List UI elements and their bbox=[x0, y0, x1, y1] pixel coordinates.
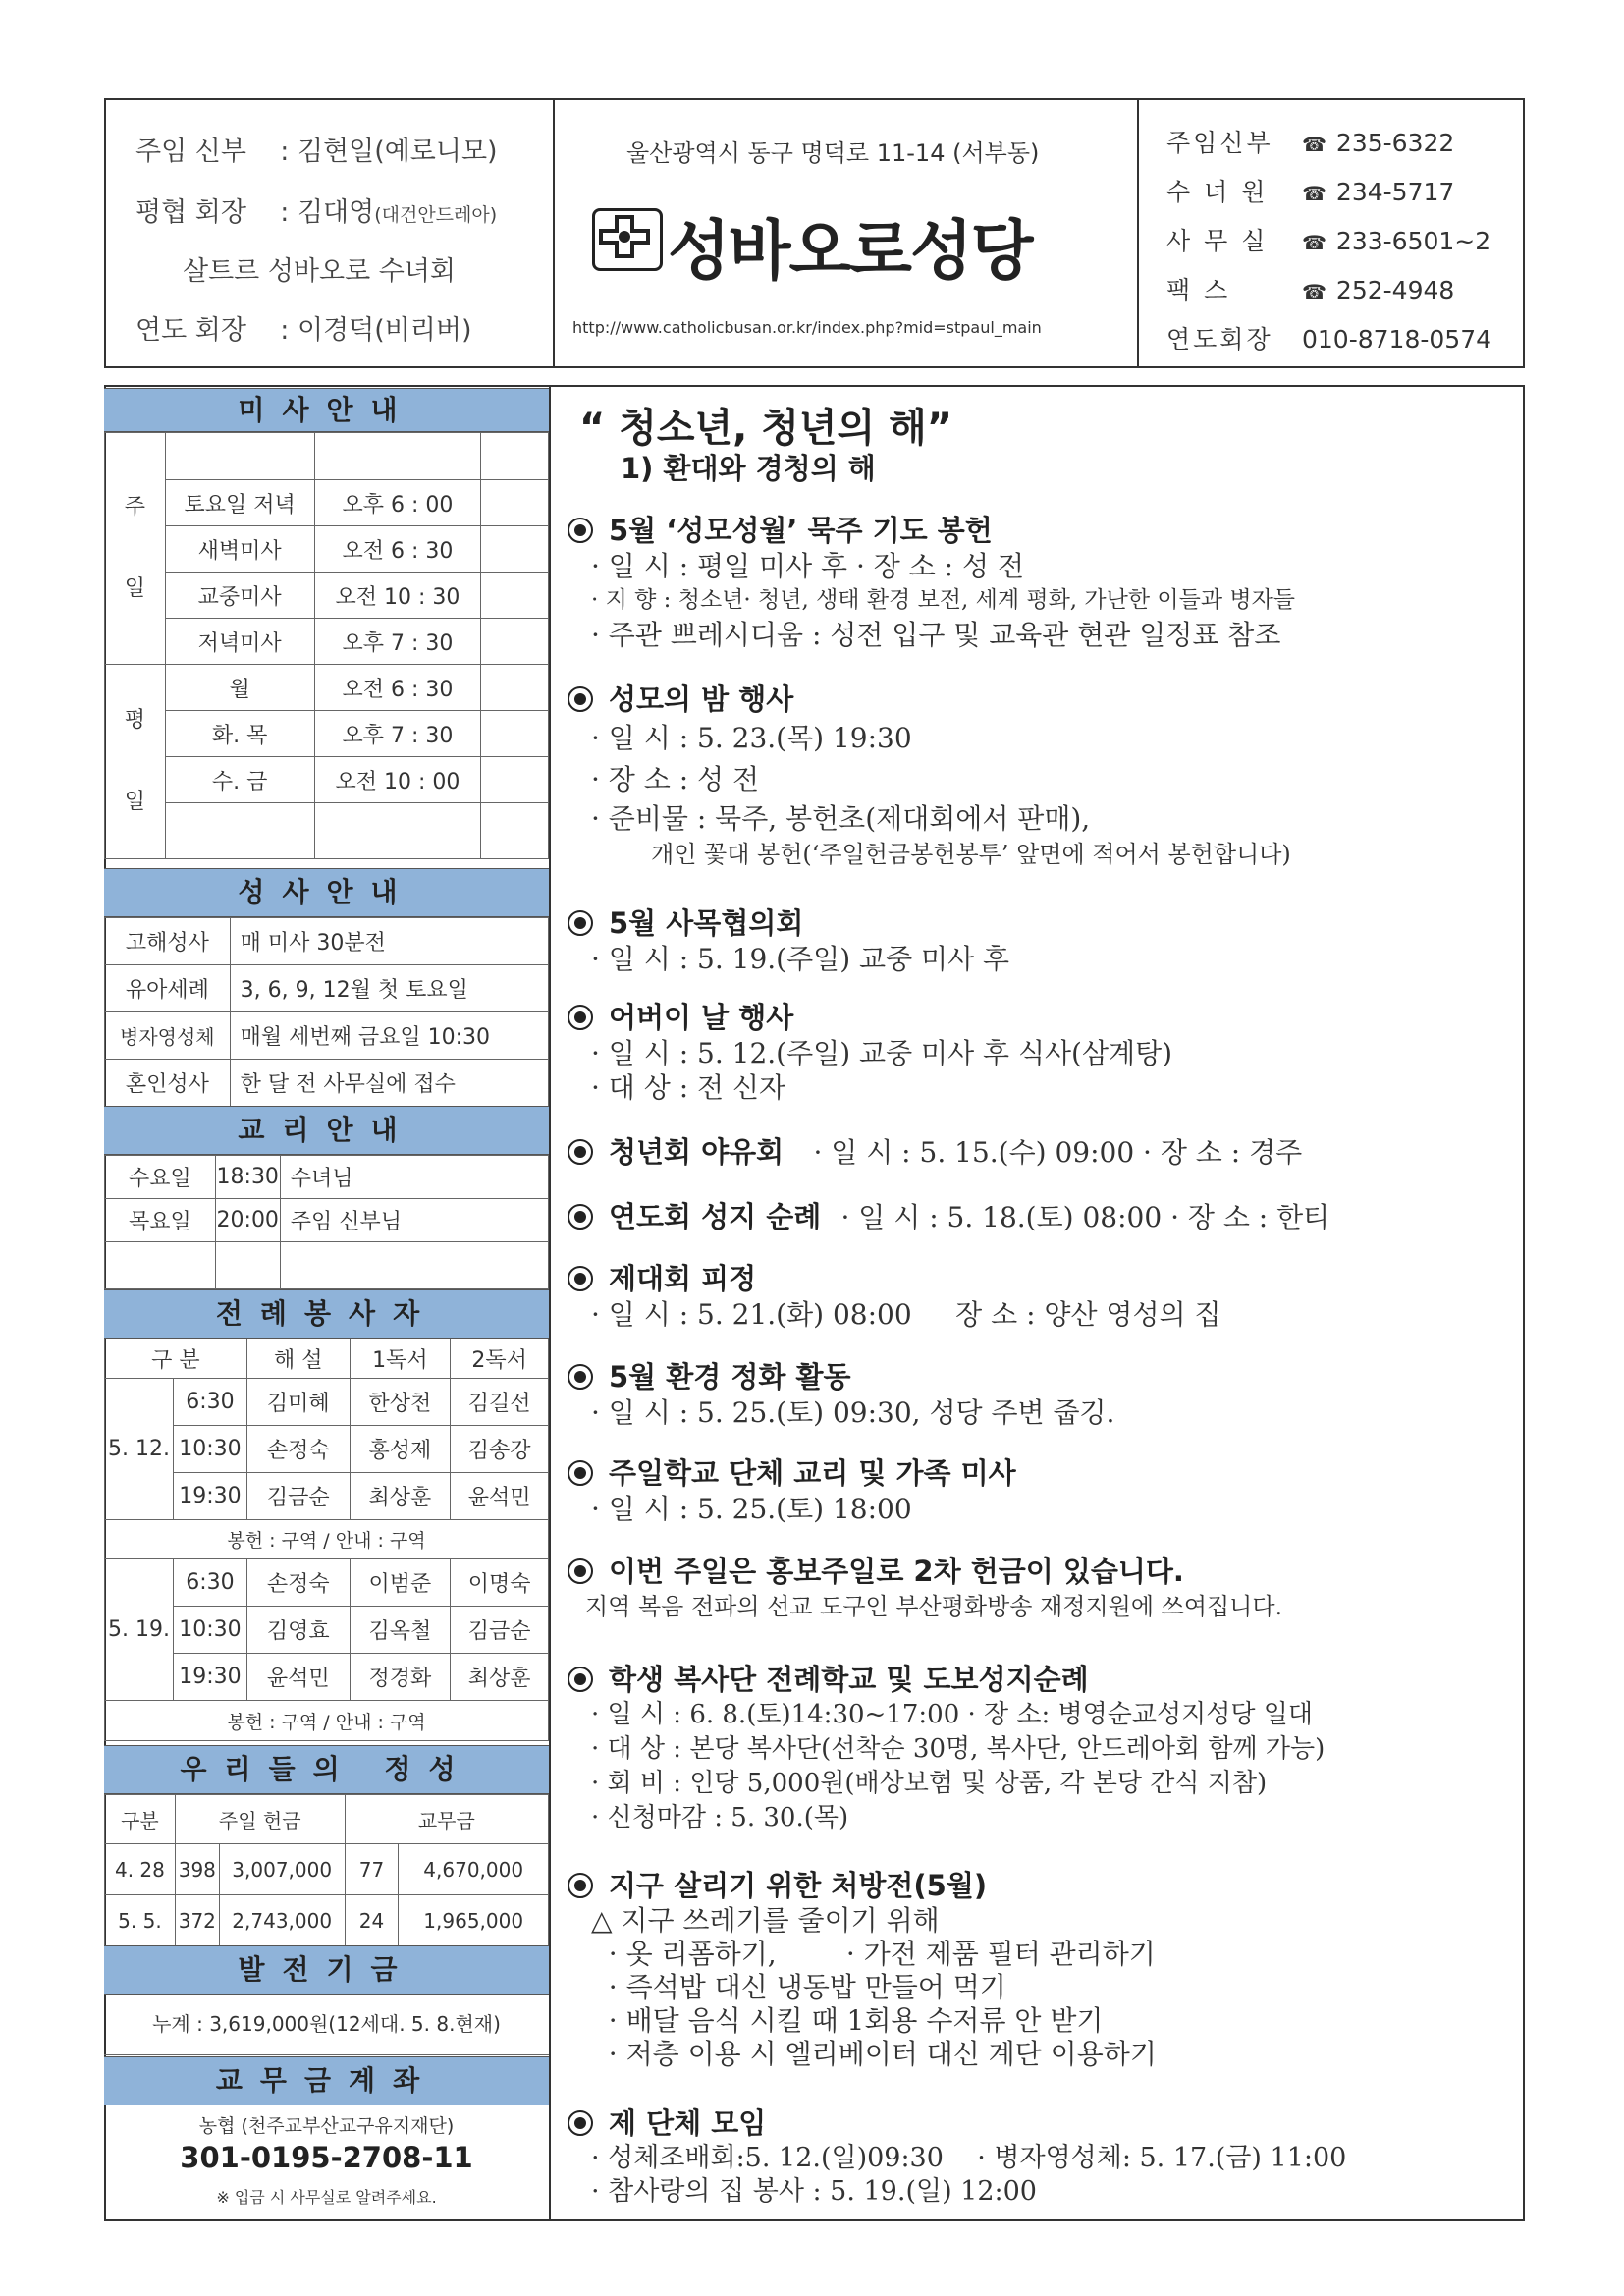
table-row bbox=[105, 1060, 549, 1107]
notice-heading: 청년회 야유회 · 일 시 : 5. 15.(수) 09:00 · 장 소 : 경주 bbox=[568, 1130, 1520, 1171]
notice-second-collection bbox=[568, 1550, 1520, 1624]
table-cell: 오후 7 : 30 bbox=[314, 711, 481, 757]
table-row bbox=[105, 711, 549, 757]
church-logo-icon bbox=[592, 208, 663, 271]
table-cell bbox=[314, 803, 481, 859]
table-cell: 오전 10 : 00 bbox=[314, 757, 481, 803]
table-cell: 주임 신부님 bbox=[280, 1199, 548, 1242]
notice-cleanup bbox=[568, 1355, 1520, 1430]
table-row bbox=[105, 1339, 549, 1379]
table-cell bbox=[165, 433, 314, 480]
table-cell: 화. 목 bbox=[165, 711, 314, 757]
table-cell: 1,965,000 bbox=[399, 1895, 549, 1946]
table-cell: 최상훈 bbox=[451, 1654, 549, 1701]
table-row bbox=[105, 480, 549, 526]
notice-heading: 5월 환경 정화 활동 bbox=[568, 1355, 1520, 1395]
notice-pilgrimage bbox=[568, 1195, 1520, 1235]
phone-icon: ☎ bbox=[1302, 280, 1326, 303]
table-cell bbox=[314, 433, 481, 480]
table-cell: 김송강 bbox=[451, 1426, 549, 1473]
table-row bbox=[105, 665, 549, 711]
notice-line: · 저층 이용 시 엘리베이터 대신 계단 이용하기 bbox=[591, 2038, 1157, 2070]
header-box bbox=[104, 98, 1525, 368]
bullet-icon bbox=[568, 1204, 593, 1230]
account-note: ※ 입금 시 사무실로 알려주세요. bbox=[216, 2188, 437, 2207]
notice-group-meetings bbox=[568, 2102, 1520, 2209]
table-cell: 김금순 bbox=[246, 1473, 350, 1520]
table-cell: 윤석민 bbox=[451, 1473, 549, 1520]
notice-line: · 장 소 : 성 전 bbox=[591, 763, 760, 795]
table-cell: 매 미사 30분전 bbox=[230, 918, 548, 965]
table-cell: 교무금 bbox=[345, 1795, 548, 1844]
table-cell bbox=[481, 526, 549, 573]
table-cell: 한 달 전 사무실에 접수 bbox=[230, 1060, 548, 1107]
table-cell: 목요일 bbox=[105, 1199, 216, 1242]
table-cell: 유아세례 bbox=[105, 965, 231, 1012]
table-row bbox=[105, 573, 549, 619]
table-cell bbox=[280, 1242, 548, 1289]
table-cell: 구 분 bbox=[105, 1339, 247, 1379]
table-row bbox=[105, 803, 549, 859]
bullet-icon bbox=[568, 1667, 593, 1692]
fund-title: 발전기금 bbox=[104, 1945, 549, 1995]
notice-line: △ 지구 쓰레기를 줄이기 위해 bbox=[591, 1904, 940, 1937]
table-cell: 수. 금 bbox=[165, 757, 314, 803]
contact-convent: 수 녀 원 ☎ 234-5717 bbox=[1166, 178, 1455, 206]
notice-heading: 제대회 피정 bbox=[568, 1257, 1520, 1297]
notice-line: · 참사랑의 집 봉사 : 5. 19.(일) 12:00 bbox=[591, 2176, 1037, 2207]
notice-line: · 대 상 : 본당 복사단(선착순 30명, 복사단, 안드레아회 함께 가능) bbox=[591, 1734, 1326, 1764]
table-cell bbox=[105, 1242, 216, 1289]
table-cell: 5. 5. bbox=[105, 1895, 176, 1946]
notice-heading: 연도회 성지 순례 · 일 시 : 5. 18.(토) 08:00 · 장 소 : 한티 bbox=[568, 1195, 1520, 1235]
table-cell: 김길선 bbox=[451, 1379, 549, 1426]
table-cell: 오후 6 : 00 bbox=[314, 480, 481, 526]
table-cell bbox=[481, 619, 549, 665]
bullet-icon bbox=[568, 1005, 593, 1030]
fund-total: 누계 : 3,619,000원(12세대. 5. 8.현재) bbox=[104, 1995, 549, 2055]
table-cell: 한상천 bbox=[350, 1379, 451, 1426]
table-row bbox=[105, 1520, 549, 1559]
table-row bbox=[105, 619, 549, 665]
contact-office: 사 무 실 ☎ 233-6501~2 bbox=[1166, 227, 1491, 255]
table-row bbox=[105, 1242, 549, 1289]
notice-heading: 제 단체 모임 bbox=[568, 2102, 1520, 2142]
table-cell: 372 bbox=[175, 1895, 219, 1946]
sacraments-table bbox=[104, 917, 549, 1107]
table-cell: 5. 12. bbox=[105, 1379, 174, 1520]
bullet-icon bbox=[568, 1364, 593, 1390]
table-cell: 4,670,000 bbox=[399, 1844, 549, 1895]
table-cell: 봉헌 : 구역 / 안내 : 구역 bbox=[105, 1520, 549, 1559]
table-cell: 6:30 bbox=[173, 1379, 246, 1426]
table-row bbox=[105, 1559, 549, 1607]
notice-line: · 대 상 : 전 신자 bbox=[591, 1071, 786, 1104]
notice-sunday-school bbox=[568, 1451, 1520, 1526]
notice-line: · 회 비 : 인당 5,000원(배상보험 및 상품, 각 본당 간식 지참) bbox=[591, 1769, 1268, 1798]
account-number: 301-0195-2708-11 bbox=[180, 2141, 473, 2174]
table-cell: 새벽미사 bbox=[165, 526, 314, 573]
table-row bbox=[105, 433, 549, 480]
table-cell: 오후 7 : 30 bbox=[314, 619, 481, 665]
table-cell: 교중미사 bbox=[165, 573, 314, 619]
table-cell: 김옥철 bbox=[350, 1607, 451, 1654]
table-cell: 해 설 bbox=[246, 1339, 350, 1379]
weekday-label: 평 일 bbox=[105, 665, 166, 859]
sacraments-title: 성사안내 bbox=[104, 868, 549, 917]
notice-heading: 이번 주일은 홍보주일로 2차 헌금이 있습니다. bbox=[568, 1550, 1520, 1590]
notice-mary-night bbox=[568, 678, 1520, 871]
table-row bbox=[105, 1199, 549, 1242]
notice-altar-servers bbox=[568, 1658, 1520, 1835]
table-cell bbox=[165, 803, 314, 859]
bullet-icon bbox=[568, 1558, 593, 1584]
table-row bbox=[105, 1701, 549, 1741]
account-bank: 농협 (천주교부산교구유지재단) bbox=[198, 2115, 455, 2137]
table-row bbox=[105, 918, 549, 965]
table-cell: 김미혜 bbox=[246, 1379, 350, 1426]
bullet-icon bbox=[568, 2110, 593, 2136]
table-cell: 고해성사 bbox=[105, 918, 231, 965]
bullet-icon bbox=[568, 1266, 593, 1291]
table-cell bbox=[481, 757, 549, 803]
bullet-icon bbox=[568, 1460, 593, 1486]
notice-line: · 배달 음식 시킬 때 1회용 수저류 안 받기 bbox=[591, 2004, 1104, 2037]
notice-earth bbox=[568, 1864, 1520, 2071]
notice-heading: 주일학교 단체 교리 및 가족 미사 bbox=[568, 1451, 1520, 1492]
table-cell bbox=[481, 573, 549, 619]
notice-parents-day bbox=[568, 996, 1520, 1105]
table-cell: 1독서 bbox=[350, 1339, 451, 1379]
table-cell: 5. 19. bbox=[105, 1559, 174, 1701]
sisters-info: 살트르 성바오로 수녀회 bbox=[183, 256, 456, 287]
table-cell: 18:30 bbox=[215, 1156, 280, 1199]
table-cell: 수요일 bbox=[105, 1156, 216, 1199]
bullet-icon bbox=[568, 686, 593, 712]
mass-title: 미사안내 bbox=[104, 388, 549, 432]
table-cell: 손정숙 bbox=[246, 1426, 350, 1473]
notice-line: · 일 시 : 5. 19.(주일) 교중 미사 후 bbox=[591, 943, 1010, 975]
liturgy-table bbox=[104, 1339, 549, 1741]
notice-line: · 일 시 : 6. 8.(토)14:30~17:00 · 장 소: 병영순교성지성당 일대 bbox=[591, 1700, 1313, 1729]
table-row bbox=[105, 526, 549, 573]
notice-line: 지역 복음 전파의 선교 도구인 부산평화방송 재정지원에 쓰여집니다. bbox=[585, 1593, 1283, 1620]
offering-table bbox=[104, 1794, 549, 1946]
notice-heading: 성모의 밤 행사 bbox=[568, 678, 1520, 718]
notice-heading: 5월 사목협의회 bbox=[568, 902, 1520, 942]
table-cell: 정경화 bbox=[350, 1654, 451, 1701]
table-cell: 오전 6 : 30 bbox=[314, 665, 481, 711]
table-cell bbox=[481, 711, 549, 757]
notice-youth-picnic bbox=[568, 1130, 1520, 1171]
table-cell: 월 bbox=[165, 665, 314, 711]
table-cell: 오전 6 : 30 bbox=[314, 526, 481, 573]
table-cell: 수녀님 bbox=[280, 1156, 548, 1199]
table-row bbox=[105, 1844, 549, 1895]
column-divider bbox=[549, 385, 551, 2221]
table-cell bbox=[481, 480, 549, 526]
table-cell: 혼인성사 bbox=[105, 1060, 231, 1107]
notice-line: · 일 시 : 평일 미사 후 · 장 소 : 성 전 bbox=[591, 550, 1025, 582]
table-row bbox=[105, 1895, 549, 1946]
account-title: 교무금계좌 bbox=[104, 2056, 549, 2105]
notice-line: · 옷 리폼하기, · 가전 제품 필터 관리하기 bbox=[591, 1938, 1156, 1970]
notice-line: · 준비물 : 묵주, 봉헌초(제대회에서 판매), bbox=[591, 802, 1091, 835]
catechism-title: 교리안내 bbox=[104, 1106, 549, 1155]
table-cell bbox=[481, 665, 549, 711]
table-cell: 주일 헌금 bbox=[175, 1795, 345, 1844]
church-url[interactable]: http://www.catholicbusan.or.kr/index.php?mid=stpaul_main bbox=[572, 318, 1042, 337]
table-cell: 3,007,000 bbox=[219, 1844, 345, 1895]
table-row bbox=[105, 1012, 549, 1060]
table-cell: 손정숙 bbox=[246, 1559, 350, 1607]
table-cell: 77 bbox=[345, 1844, 399, 1895]
theme-subtitle: 1) 환대와 경청의 해 bbox=[621, 452, 876, 485]
table-cell: 2독서 bbox=[451, 1339, 549, 1379]
mass-table bbox=[104, 432, 549, 859]
table-cell: 10:30 bbox=[173, 1426, 246, 1473]
table-cell bbox=[481, 433, 549, 480]
table-row bbox=[105, 1379, 549, 1426]
phone-icon: ☎ bbox=[1302, 231, 1326, 254]
table-cell: 2,743,000 bbox=[219, 1895, 345, 1946]
notice-line: 개인 꽃대 봉헌(‘주일헌금봉헌봉투’ 앞면에 적어서 봉헌합니다) bbox=[591, 841, 1291, 868]
council-president-info: 평협 회장 : 김대영(대건안드레아) bbox=[135, 197, 498, 228]
table-cell: 병자영성체 bbox=[105, 1012, 231, 1060]
table-cell: 김영효 bbox=[246, 1607, 350, 1654]
notice-line: · 지 향 : 청소년· 청년, 생태 환경 보전, 세계 평화, 가난한 이들과 병자들 bbox=[591, 587, 1296, 613]
table-cell: 10:30 bbox=[173, 1607, 246, 1654]
bullet-icon bbox=[568, 1139, 593, 1165]
bullet-icon bbox=[568, 910, 593, 936]
bullet-icon bbox=[568, 1873, 593, 1898]
table-cell bbox=[215, 1242, 280, 1289]
table-cell: 6:30 bbox=[173, 1559, 246, 1607]
notice-line: · 일 시 : 5. 12.(주일) 교중 미사 후 식사(삼계탕) bbox=[591, 1037, 1173, 1069]
table-cell bbox=[481, 803, 549, 859]
table-cell: 토요일 저녁 bbox=[165, 480, 314, 526]
notice-line: · 일 시 : 5. 25.(토) 09:30, 성당 주변 줍깅. bbox=[591, 1396, 1115, 1429]
notice-line: · 주관 쁘레시디움 : 성전 입구 및 교육관 현관 일정표 참조 bbox=[591, 619, 1281, 651]
table-cell: 매월 세번째 금요일 10:30 bbox=[230, 1012, 548, 1060]
phone-icon: ☎ bbox=[1302, 182, 1326, 205]
table-cell: 최상훈 bbox=[350, 1473, 451, 1520]
notice-line: · 일 시 : 5. 21.(화) 08:00 장 소 : 양산 영성의 집 bbox=[591, 1298, 1221, 1331]
yeondo-president-info: 연도 회장 : 이경덕(비리버) bbox=[135, 315, 472, 346]
notice-line: · 즉석밥 대신 냉동밥 만들어 먹기 bbox=[591, 1971, 1006, 2003]
table-cell: 김금순 bbox=[451, 1607, 549, 1654]
notice-heading: 학생 복사단 전례학교 및 도보성지순례 bbox=[568, 1658, 1520, 1698]
notice-line: · 신청마감 : 5. 30.(목) bbox=[591, 1803, 849, 1832]
table-cell: 이범준 bbox=[350, 1559, 451, 1607]
table-cell: 20:00 bbox=[215, 1199, 280, 1242]
phone-icon: ☎ bbox=[1302, 133, 1326, 156]
church-address: 울산광역시 동구 명덕로 11-14 (서부동) bbox=[626, 139, 1040, 167]
notice-altar-retreat bbox=[568, 1257, 1520, 1332]
table-cell: 398 bbox=[175, 1844, 219, 1895]
table-cell: 4. 28 bbox=[105, 1844, 176, 1895]
table-cell: 봉헌 : 구역 / 안내 : 구역 bbox=[105, 1701, 549, 1741]
table-row bbox=[105, 965, 549, 1012]
notice-rosary bbox=[568, 509, 1520, 652]
catechism-table bbox=[104, 1155, 549, 1289]
table-cell: 홍성제 bbox=[350, 1426, 451, 1473]
table-cell: 윤석민 bbox=[246, 1654, 350, 1701]
bullet-icon bbox=[568, 518, 593, 543]
table-row bbox=[105, 757, 549, 803]
notice-line: · 성체조배회:5. 12.(일)09:30 · 병자영성체: 5. 17.(금) 11:00 bbox=[591, 2143, 1347, 2173]
church-name: 성바오로성당 bbox=[668, 213, 1032, 289]
table-cell: 19:30 bbox=[173, 1654, 246, 1701]
notice-line: · 일 시 : 5. 23.(목) 19:30 bbox=[591, 722, 912, 754]
theme-title: “ 청소년, 청년의 해” bbox=[579, 406, 953, 451]
notice-heading: 어버이 날 행사 bbox=[568, 996, 1520, 1036]
table-cell: 3, 6, 9, 12월 첫 토요일 bbox=[230, 965, 548, 1012]
table-cell: 구분 bbox=[105, 1795, 176, 1844]
table-row bbox=[105, 1795, 549, 1844]
notice-council bbox=[568, 902, 1520, 976]
sunday-label: 주 일 bbox=[105, 433, 166, 665]
notice-heading: 지구 살리기 위한 처방전(5월) bbox=[568, 1864, 1520, 1904]
table-row bbox=[105, 1156, 549, 1199]
pastor-info: 주임 신부 : 김현일(예로니모) bbox=[135, 137, 498, 167]
table-cell: 이명숙 bbox=[451, 1559, 549, 1607]
liturgy-title: 전례봉사자 bbox=[104, 1289, 549, 1339]
notice-heading: 5월 ‘성모성월’ 묵주 기도 봉헌 bbox=[568, 509, 1520, 549]
contact-yeondo: 연도회장 010-8718-0574 bbox=[1166, 325, 1492, 354]
table-cell: 19:30 bbox=[173, 1473, 246, 1520]
offering-title: 우리들의 정성 bbox=[104, 1745, 549, 1794]
notice-line: · 일 시 : 5. 25.(토) 18:00 bbox=[591, 1493, 912, 1525]
contact-fax: 팩 스 ☎ 252-4948 bbox=[1166, 276, 1455, 304]
table-cell: 24 bbox=[345, 1895, 399, 1946]
table-cell: 저녁미사 bbox=[165, 619, 314, 665]
contact-pastor: 주임신부 ☎ 235-6322 bbox=[1166, 129, 1455, 157]
table-cell: 오전 10 : 30 bbox=[314, 573, 481, 619]
